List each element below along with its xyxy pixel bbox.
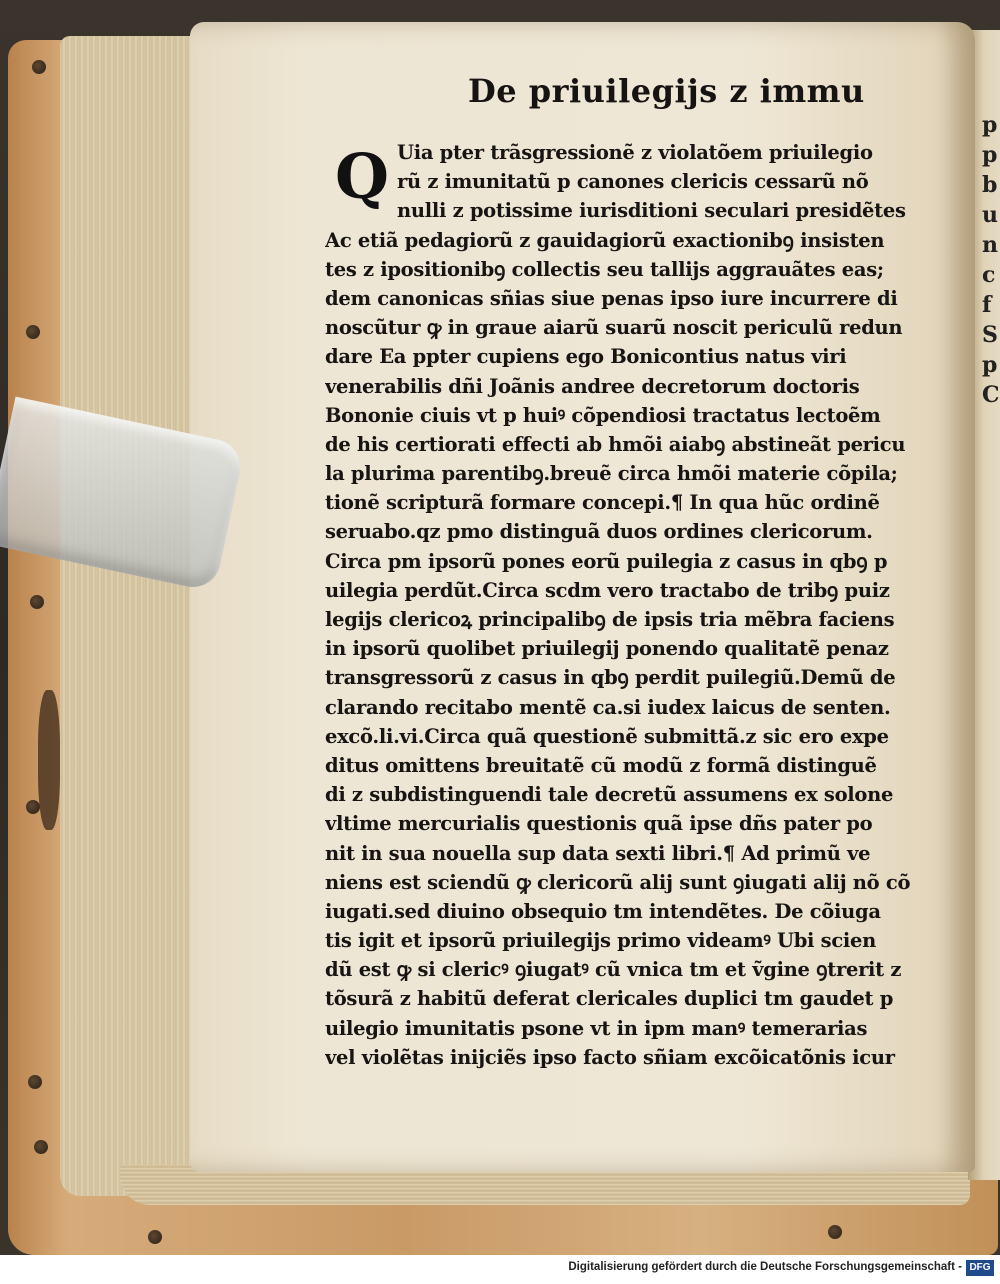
- text-line: dem canonicas sñias siue penas ipso iure incurrere di: [325, 286, 898, 310]
- text-line: vel violẽtas inijciẽs ipso facto sñiam excõicatõnis icur: [325, 1045, 895, 1069]
- text-line: seruabo.qz pmo distinguã duos ordines clericorum.: [325, 520, 873, 544]
- text-line: tis igit et ipsorũ priuilegijs primo videamꝰ Ubi scien: [325, 929, 876, 953]
- text-line: legijs clericoꝝ principalibꝯ de ipsis tria mẽbra faciens: [325, 608, 895, 631]
- text-line: vltime mercurialis questionis quã ipse dñs pater po: [325, 812, 873, 836]
- text-line: la plurima parentibꝯ.breuẽ circa hmõi materie cõpila;: [325, 462, 898, 486]
- binding-stain: [38, 690, 60, 830]
- page-text-block: [325, 138, 940, 1072]
- text-line: in ipsorũ quolibet priuilegij ponendo qualitatẽ penaz: [325, 637, 889, 661]
- dfg-logo-icon: DFG: [966, 1260, 994, 1276]
- text-line: dũ est ꝙ si clericꝰ ꝯiugatꝰ cũ vnica tm et ṽgine ꝯtrerit z: [325, 958, 902, 982]
- text-line: ditus omittens breuitatẽ cũ modũ z formã distinguẽ: [325, 753, 877, 777]
- facing-page-text: p p b u n c f S p C: [982, 112, 1000, 408]
- text-line: tõsurã z habitũ deferat clericales duplici tm gaudet p: [325, 987, 894, 1011]
- text-line: nit in sua nouella sup data sexti libri.¶ Ad primũ ve: [325, 841, 871, 865]
- text-line: rũ z imunitatũ p canones clericis cessarũ nõ: [397, 170, 869, 194]
- page-block-edge: [60, 36, 210, 1196]
- text-line: transgressorũ z casus in qbꝯ perdit puilegiũ.Demũ de: [325, 666, 896, 690]
- binding-stud: [28, 1075, 42, 1089]
- running-head: De priuilegijs z immu: [468, 72, 865, 110]
- text-line: Ac etiã pedagiorũ z gauidagiorũ exactionibꝯ insisten: [325, 228, 885, 252]
- text-line: excõ.li.vi.Circa quã questionẽ submittã.z sic ero expe: [325, 724, 889, 748]
- binding-stud: [26, 325, 40, 339]
- text-line: clarando recitabo mentẽ ca.si iudex laicus de senten.: [325, 695, 891, 719]
- text-line: di z subdistinguendi tale decretũ assumens ex solone: [325, 783, 894, 807]
- binding-stud: [148, 1230, 162, 1244]
- footer-bar: [0, 1255, 1000, 1284]
- binding-stud: [32, 60, 46, 74]
- text-line: iugati.sed diuino obsequio tm intendẽtes. De cõiuga: [325, 899, 881, 923]
- text-line: noscũtur ꝙ in graue aiarũ suarũ noscit periculũ redun: [325, 316, 903, 340]
- binding-stud: [26, 800, 40, 814]
- text-line: uilegia perdũt.Circa scdm vero tractabo de tribꝯ puiz: [325, 578, 890, 602]
- binding-stud: [34, 1140, 48, 1154]
- text-line: tionẽ scripturã formare concepi.¶ In qua hũc ordinẽ: [325, 491, 880, 515]
- text-line: nulli z potissime iurisditioni seculari presidẽtes: [397, 199, 906, 223]
- text-line: de his certiorati effecti ab hmõi aiabꝯ abstineãt pericu: [325, 432, 906, 456]
- funding-credit: Digitalisierung gefördert durch die Deutsche Forschungsgemeinschaft -: [568, 1261, 962, 1273]
- text-line: venerabilis dñi Joãnis andree decretorum doctoris: [325, 374, 860, 398]
- text-line: tes z ipositionibꝯ collectis seu tallijs aggrauãtes eas;: [325, 257, 884, 281]
- text-line: Bononie ciuis vt p huiꝰ cõpendiosi tractatus lectoẽm: [325, 403, 881, 427]
- drop-cap-initial: Q: [334, 140, 389, 213]
- binding-stud: [828, 1225, 842, 1239]
- text-line: Circa pm ipsorũ pones eorũ puilegia z casus in qbꝯ p: [325, 549, 888, 573]
- text-line: niens est sciendũ ꝙ clericorũ alij sunt ꝯiugati alij nõ cõ: [325, 870, 911, 894]
- text-line: Uia pter trãsgressionẽ z violatõem priuilegio: [397, 141, 873, 164]
- text-line: dare Ea ppter cupiens ego Bonicontius natus viri: [325, 345, 847, 369]
- text-line: uilegio imunitatis psone vt in ipm manꝰ temerarias: [325, 1016, 868, 1040]
- binding-stud: [30, 595, 44, 609]
